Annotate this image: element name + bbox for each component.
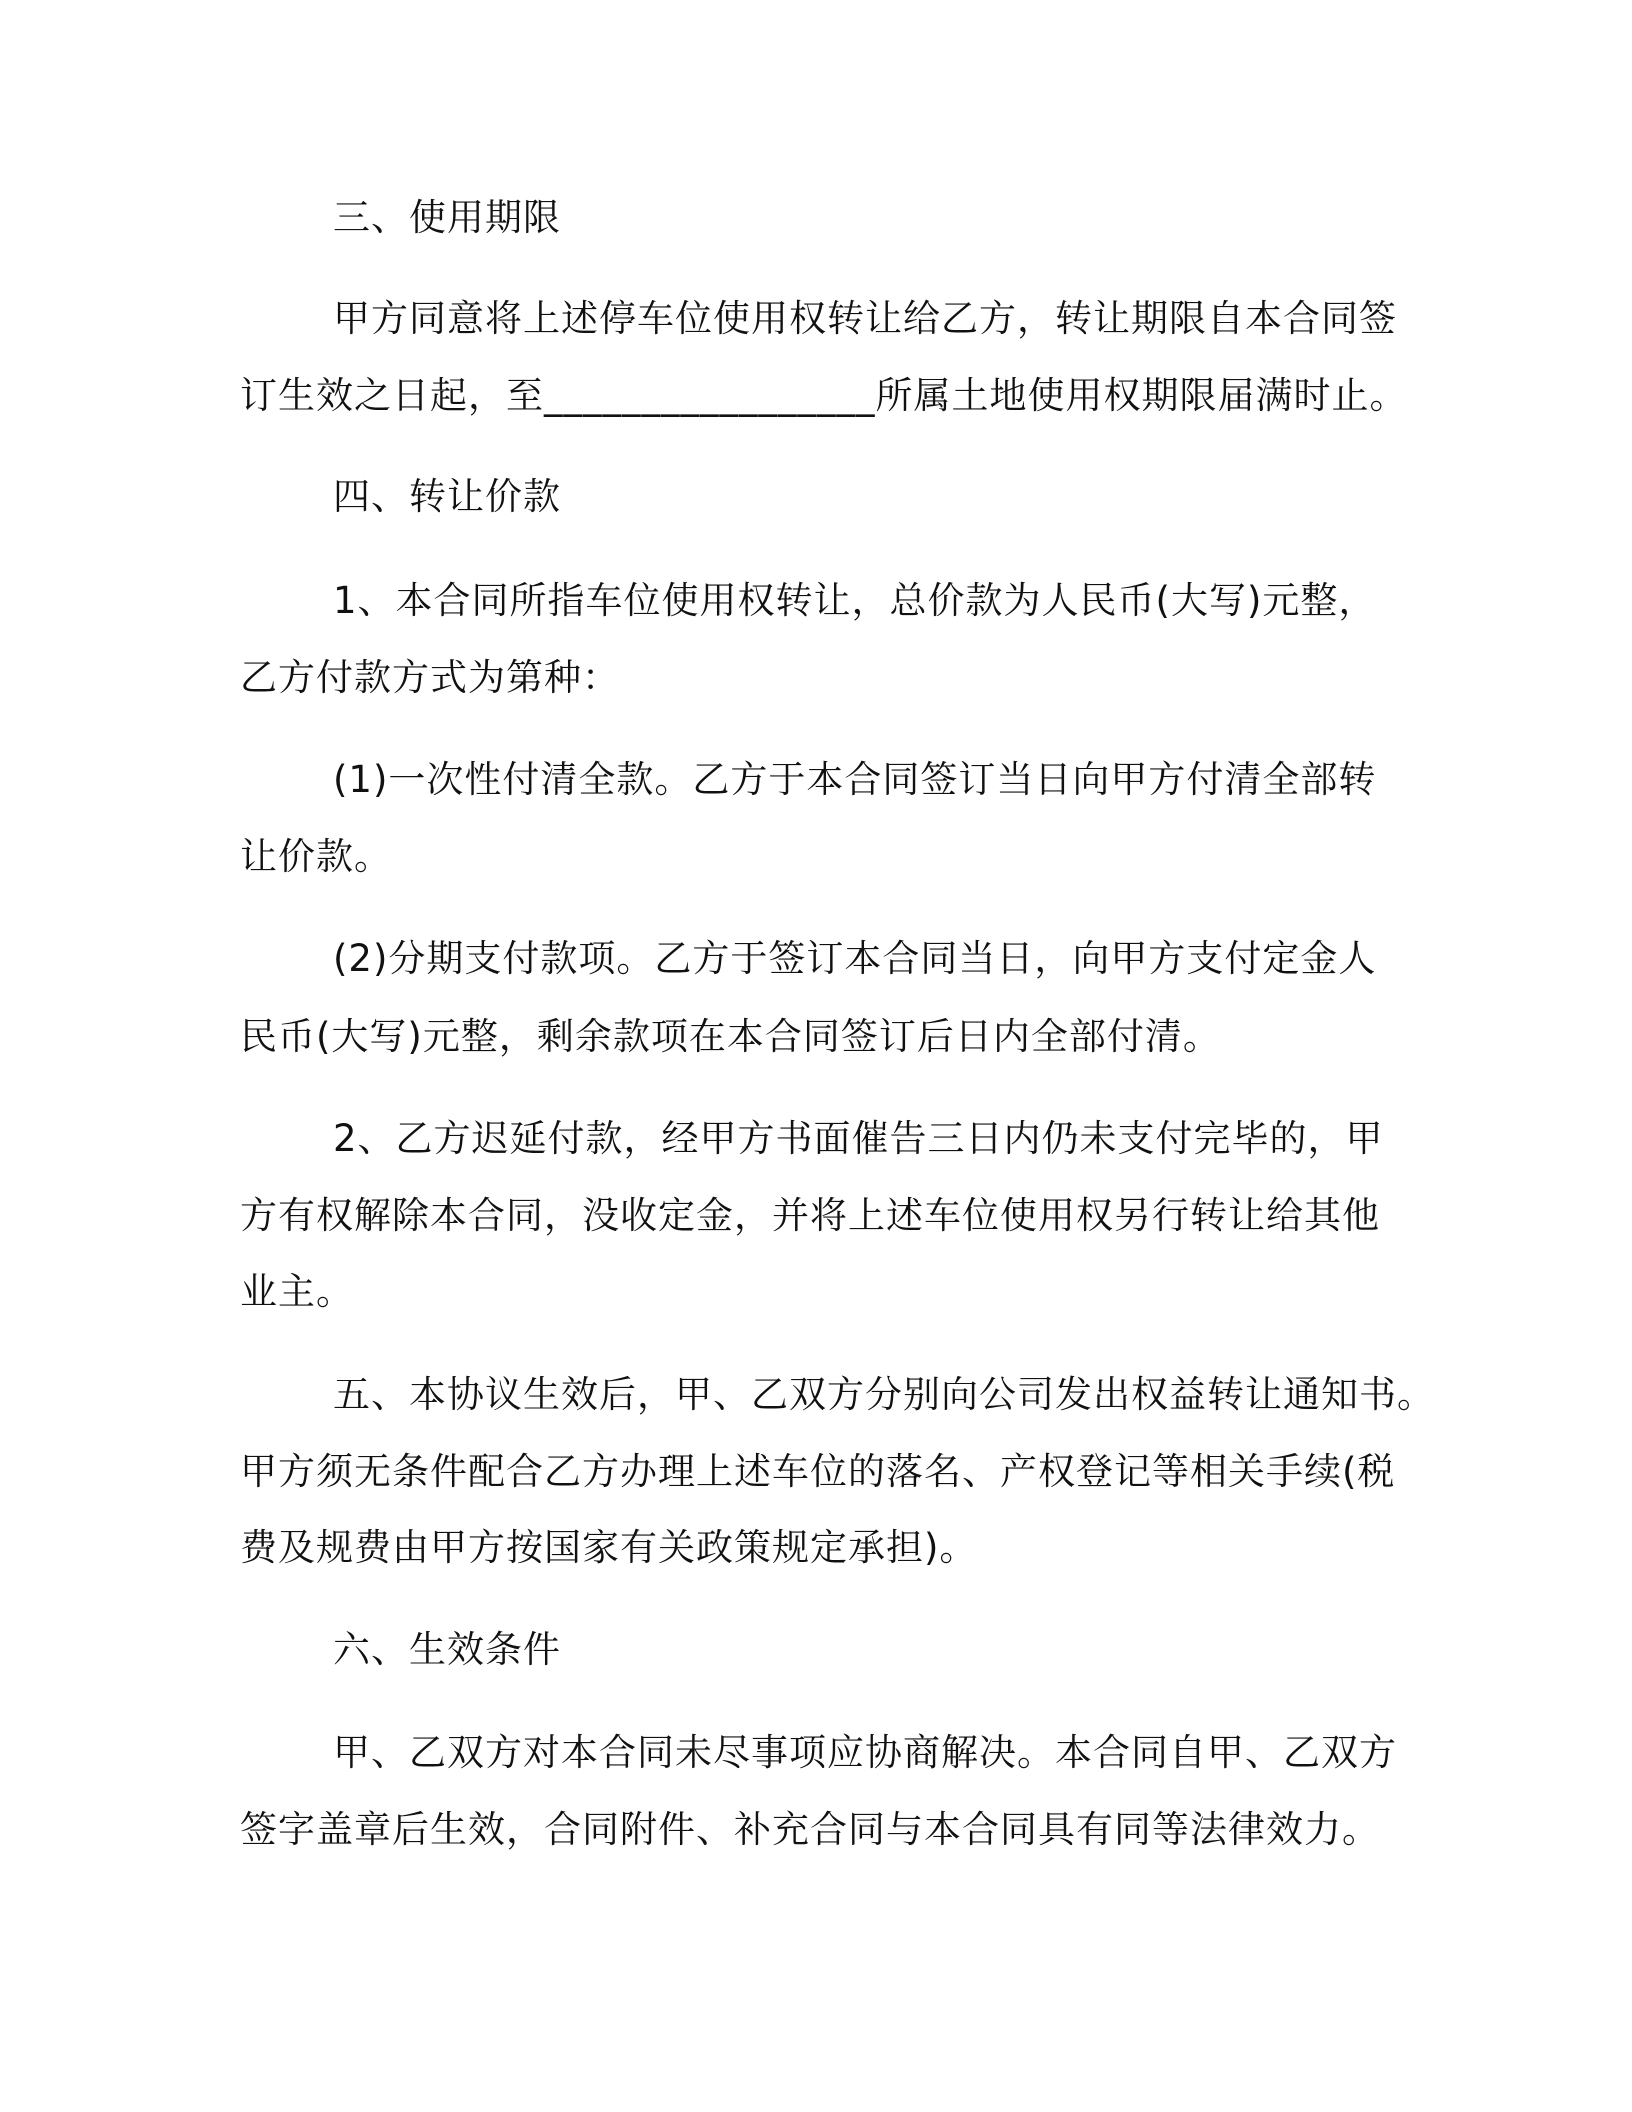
- paragraph-line: 1、本合同所指车位使用权转让，总价款为人民币(大写)元整，: [333, 579, 1377, 622]
- paragraph-line: 甲方须无条件配合乙方办理上述车位的落名、产权登记等相关手续(税: [240, 1450, 1396, 1493]
- paragraph-line: 订生效之日起，至_________________所属土地使用权期限届满时止。: [240, 374, 1408, 417]
- paragraph-line: 乙方付款方式为第种：: [240, 656, 620, 699]
- paragraph-line: 2、乙方迟延付款，经甲方书面催告三日内仍未支付完毕的，甲: [333, 1117, 1384, 1160]
- paragraph-line: 五、本协议生效后，甲、乙双方分别向公司发出权益转让通知书。: [333, 1373, 1435, 1416]
- paragraph-line: (1)一次性付清全款。乙方于本合同签订当日向甲方付清全部转: [333, 758, 1377, 801]
- paragraph-line: 签字盖章后生效，合同附件、补充合同与本合同具有同等法律效力。: [240, 1808, 1380, 1851]
- section-heading-usage-term: 三、使用期限: [333, 196, 561, 239]
- paragraph-line: 民币(大写)元整，剩余款项在本合同签订后日内全部付清。: [240, 1015, 1221, 1058]
- paragraph-line: 方有权解除本合同，没收定金，并将上述车位使用权另行转让给其他: [240, 1194, 1380, 1237]
- paragraph-line: 让价款。: [240, 835, 392, 878]
- paragraph-line: (2)分期支付款项。乙方于签订本合同当日，向甲方支付定金人: [333, 937, 1377, 980]
- section-heading-transfer-price: 四、转让价款: [333, 475, 561, 518]
- paragraph-line: 甲、乙双方对本合同未尽事项应协商解决。本合同自甲、乙双方: [333, 1731, 1397, 1774]
- paragraph-line: 甲方同意将上述停车位使用权转让给乙方，转让期限自本合同签: [333, 297, 1397, 340]
- section-heading-effective-conditions: 六、生效条件: [333, 1628, 561, 1671]
- paragraph-line: 费及规费由甲方按国家有关政策规定承担)。: [240, 1526, 978, 1569]
- paragraph-line: 业主。: [240, 1270, 354, 1313]
